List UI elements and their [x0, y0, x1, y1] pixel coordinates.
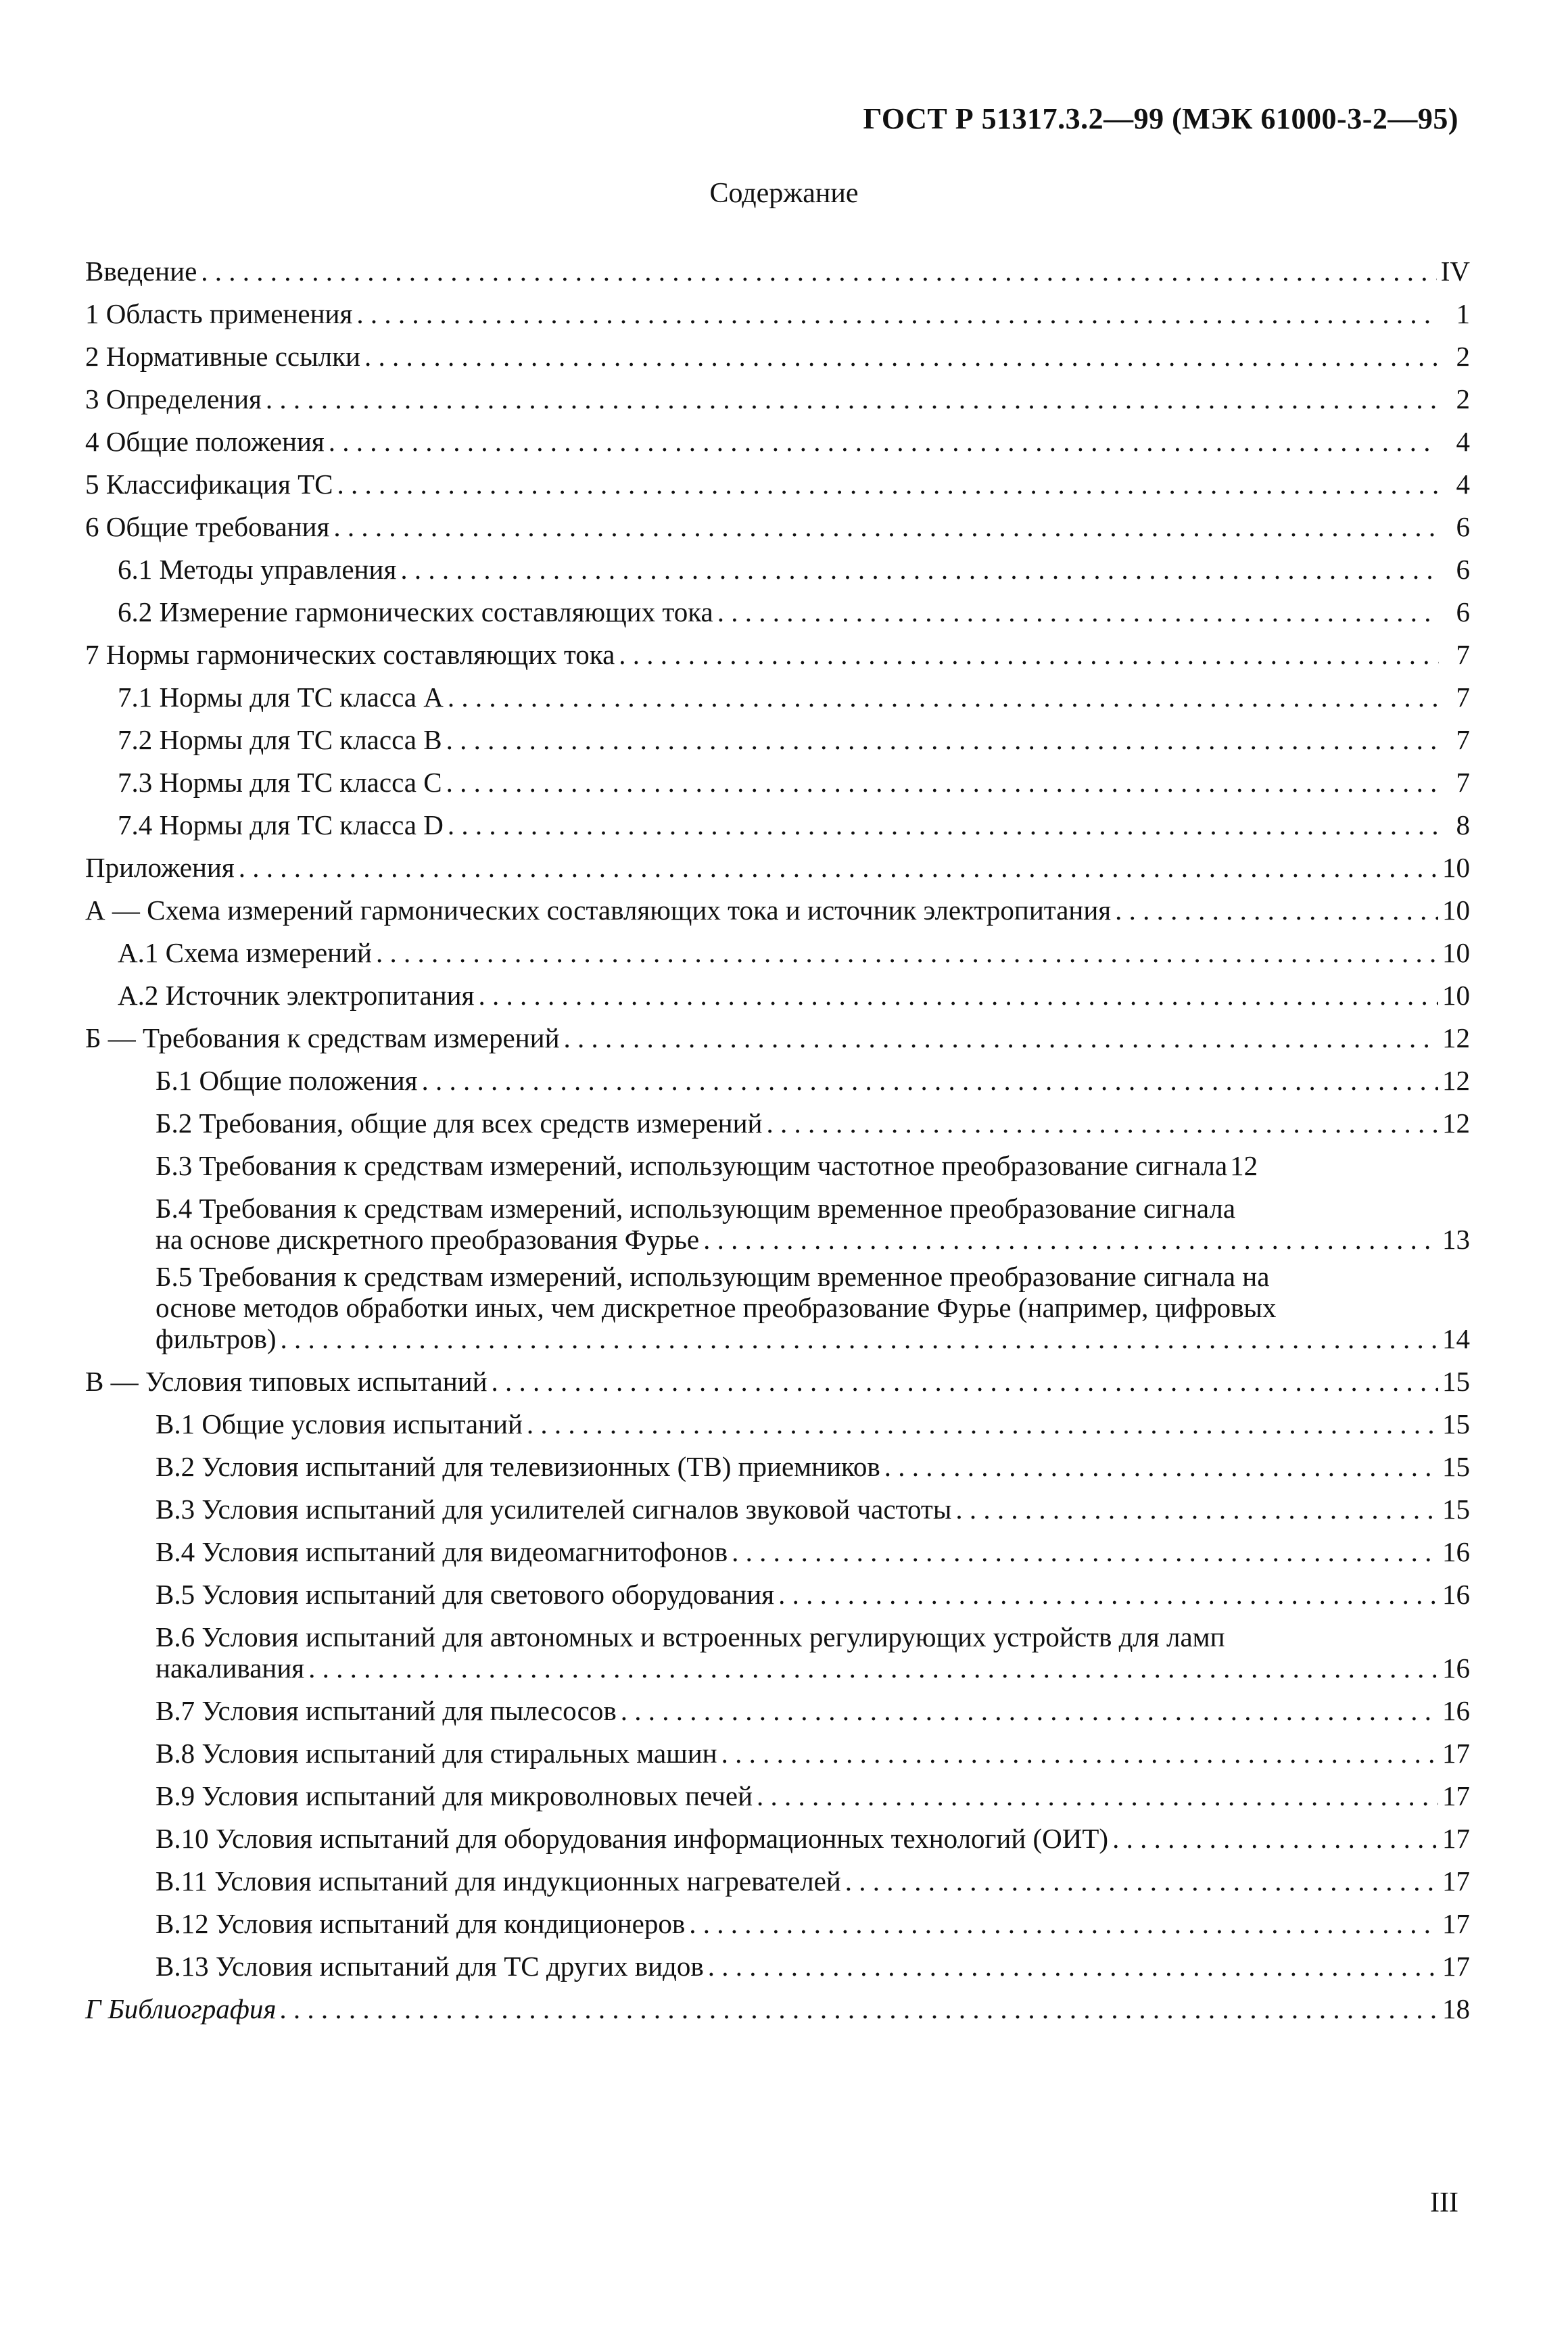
toc-page: 16: [1442, 1695, 1470, 1726]
toc-entry[interactable]: [85, 293, 1470, 335]
toc-leader: [448, 676, 1439, 719]
toc-leader: [778, 1573, 1438, 1616]
toc-leader: [446, 719, 1439, 761]
toc-label: 7.4 Нормы для ТС класса D: [118, 809, 444, 840]
toc-entry[interactable]: [85, 847, 1470, 889]
toc-page: 17: [1442, 1738, 1470, 1769]
toc-leader: [845, 1860, 1438, 1903]
toc-page: 10: [1442, 937, 1470, 968]
toc-entry[interactable]: [85, 974, 1470, 1017]
toc-leader: [422, 1060, 1438, 1102]
toc-page: 12: [1442, 1065, 1470, 1096]
toc-leader: [356, 293, 1439, 335]
toc-entry[interactable]: [85, 1102, 1470, 1145]
toc-leader: [478, 974, 1438, 1017]
toc-leader: [564, 1017, 1438, 1060]
toc-page: 17: [1442, 1780, 1470, 1811]
toc-page: 7: [1456, 639, 1470, 670]
toc-page: 12: [1230, 1150, 1258, 1181]
toc-page: 15: [1442, 1366, 1470, 1397]
toc-leader: [333, 506, 1439, 548]
toc-leader: [732, 1531, 1438, 1573]
toc-leader: [400, 548, 1439, 591]
toc-label: В.1 Общие условия испытаний: [156, 1408, 523, 1439]
toc-entry[interactable]: [85, 1488, 1470, 1531]
toc-label: Введение: [85, 256, 197, 287]
toc-label-line1: Б.5 Требования к средствам измерений, использующим временное преобразование сигнала на: [156, 1261, 1270, 1292]
toc-leader: [703, 1224, 1438, 1255]
toc-label: 6.2 Измерение гармонических составляющих тока: [118, 596, 713, 627]
toc-leader: [329, 421, 1439, 463]
toc-entry[interactable]: [85, 591, 1470, 634]
toc-label: В.13 Условия испытаний для ТС других видов: [156, 1951, 704, 1982]
toc-entry[interactable]: [85, 1988, 1470, 2030]
toc-entry[interactable]: [85, 634, 1470, 676]
toc-label: В.3 Условия испытаний для усилителей сигналов звуковой частоты: [156, 1494, 952, 1525]
toc-page: 8: [1456, 809, 1470, 840]
toc-page: 4: [1456, 426, 1470, 457]
toc-page: 17: [1442, 1823, 1470, 1854]
toc-page: 6: [1456, 554, 1470, 585]
toc-page: 10: [1442, 852, 1470, 883]
toc-entry[interactable]: [85, 1261, 1470, 1354]
toc-leader: [280, 1988, 1438, 2030]
toc-label-line1: Б.4 Требования к средствам измерений, использующим временное преобразование сигнала: [156, 1193, 1236, 1224]
toc-page: 6: [1456, 596, 1470, 627]
toc-page: 17: [1442, 1865, 1470, 1897]
toc-leader: [757, 1775, 1438, 1817]
toc-leader: [239, 847, 1438, 889]
toc-label: Б.2 Требования, общие для всех средств измерений: [156, 1108, 763, 1139]
toc-label: 6.1 Методы управления: [118, 554, 397, 585]
toc-page: 12: [1442, 1022, 1470, 1053]
toc-entry[interactable]: [85, 1775, 1470, 1817]
toc-page: 12: [1442, 1108, 1470, 1139]
toc-leader: [201, 250, 1436, 293]
toc-label: Приложения: [85, 852, 235, 883]
toc-entry[interactable]: [85, 1017, 1470, 1060]
toc-entry[interactable]: [85, 1817, 1470, 1860]
toc-entry[interactable]: [85, 1621, 1470, 1684]
toc-leader: [689, 1903, 1438, 1945]
toc-entry[interactable]: [85, 1446, 1470, 1488]
toc-entry[interactable]: [85, 1903, 1470, 1945]
toc-label: 7.1 Нормы для ТС класса А: [118, 682, 444, 713]
toc-entry[interactable]: [85, 1060, 1470, 1102]
toc-page: 18: [1442, 1993, 1470, 2024]
toc-entry[interactable]: [85, 1732, 1470, 1775]
toc-label: 5 Классификация ТС: [85, 469, 333, 500]
toc-label: В.8 Условия испытаний для стиральных машин: [156, 1738, 717, 1769]
toc-label: В.5 Условия испытаний для светового оборудования: [156, 1579, 775, 1610]
toc-leader: [281, 1323, 1438, 1354]
toc-label: Б.1 Общие положения: [156, 1065, 418, 1096]
toc-page: 15: [1442, 1408, 1470, 1439]
toc-label-line2: накаливания: [156, 1652, 305, 1684]
toc-title: Содержание: [709, 178, 859, 209]
toc-label: 4 Общие положения: [85, 426, 325, 457]
toc-leader: [446, 761, 1439, 804]
toc-entry[interactable]: [85, 1403, 1470, 1446]
toc-label: А.1 Схема измерений: [118, 937, 372, 968]
toc-entry[interactable]: [85, 1145, 1470, 1187]
toc-entry[interactable]: [85, 1573, 1470, 1616]
toc-entry[interactable]: [85, 932, 1470, 974]
toc-entry[interactable]: [85, 463, 1470, 506]
toc-label: А — Схема измерений гармонических составляющих тока и источник электропитания: [85, 895, 1112, 926]
toc-page: 10: [1442, 980, 1470, 1011]
toc-entry[interactable]: [85, 1945, 1470, 1988]
toc-entry[interactable]: [85, 1531, 1470, 1573]
toc-label: В.9 Условия испытаний для микроволновых печей: [156, 1780, 753, 1811]
toc-page: 14: [1442, 1323, 1470, 1354]
page-number: III: [1430, 2187, 1458, 2218]
toc-leader: [619, 634, 1439, 676]
toc-leader: [308, 1652, 1438, 1684]
toc-leader: [884, 1446, 1438, 1488]
toc-page: 10: [1442, 895, 1470, 926]
toc-entry[interactable]: [85, 1193, 1470, 1255]
toc-label: В.10 Условия испытаний для оборудования информационных технологий (ОИТ): [156, 1823, 1109, 1854]
toc-leader: [492, 1360, 1438, 1403]
toc-leader: [376, 932, 1438, 974]
toc-label: 7 Нормы гармонических составляющих тока: [85, 639, 615, 670]
toc-entry[interactable]: [85, 421, 1470, 463]
toc-label-line2: на основе дискретного преобразования Фурье: [156, 1224, 700, 1255]
toc-page: 7: [1456, 682, 1470, 713]
toc-label-line2: фильтров): [156, 1323, 277, 1354]
toc-page: 4: [1456, 469, 1470, 500]
toc-page: 7: [1456, 724, 1470, 755]
toc-page: 7: [1456, 767, 1470, 798]
toc-leader: [364, 335, 1439, 378]
toc-label: 2 Нормативные ссылки: [85, 341, 360, 372]
toc-label: В.7 Условия испытаний для пылесосов: [156, 1695, 617, 1726]
toc-page: 16: [1442, 1536, 1470, 1567]
toc-label: 6 Общие требования: [85, 511, 330, 542]
toc-label: В.2 Условия испытаний для телевизионных (ТВ) приемников: [156, 1451, 880, 1482]
toc-label: Б — Требования к средствам измерений: [85, 1022, 560, 1053]
toc-entry[interactable]: [85, 719, 1470, 761]
toc-leader: [721, 1732, 1438, 1775]
toc-label: 1 Область применения: [85, 298, 353, 329]
toc-page: 16: [1442, 1579, 1470, 1610]
toc-page: 13: [1442, 1224, 1470, 1255]
toc-entry[interactable]: [85, 1690, 1470, 1732]
toc-leader: [527, 1403, 1438, 1446]
toc-entry[interactable]: [85, 804, 1470, 847]
toc-leader: [955, 1488, 1438, 1531]
toc-leader: [337, 463, 1439, 506]
toc-entry[interactable]: [85, 889, 1470, 932]
toc-label: 7.3 Нормы для ТС класса С: [118, 767, 442, 798]
toc-label: 7.2 Нормы для ТС класса В: [118, 724, 442, 755]
toc-label: В.12 Условия испытаний для кондиционеров: [156, 1908, 686, 1939]
toc-label: В.11 Условия испытаний для индукционных нагревателей: [156, 1865, 841, 1897]
toc-label: В.4 Условия испытаний для видеомагнитофонов: [156, 1536, 728, 1567]
toc-entry[interactable]: [85, 250, 1470, 293]
toc-leader: [1115, 889, 1438, 932]
toc-label: А.2 Источник электропитания: [118, 980, 475, 1011]
toc-page: 6: [1456, 511, 1470, 542]
toc-leader: [266, 378, 1439, 421]
toc-leader: [717, 591, 1439, 634]
toc-entry[interactable]: [85, 548, 1470, 591]
toc-entry[interactable]: [85, 1860, 1470, 1903]
toc-page: 2: [1456, 341, 1470, 372]
toc-label: В — Условия типовых испытаний: [85, 1366, 488, 1397]
toc-entry[interactable]: [85, 378, 1470, 421]
toc-label-line1b: основе методов обработки иных, чем дискретное преобразование Фурье (например, цифровых: [156, 1292, 1277, 1323]
toc-leader: [621, 1690, 1438, 1732]
toc-page: IV: [1440, 256, 1470, 287]
toc-label: Г Библиография: [85, 1993, 277, 2024]
toc-page: 2: [1456, 383, 1470, 414]
toc-page: 17: [1442, 1908, 1470, 1939]
toc-leader: [708, 1945, 1438, 1988]
toc-label: Б.3 Требования к средствам измерений, использующим частотное преобразование сигнала: [156, 1150, 1228, 1181]
toc-leader: [766, 1102, 1438, 1145]
table-of-contents: [85, 250, 1470, 2030]
document-header: ГОСТ Р 51317.3.2—99 (МЭК 61000-3-2—95): [863, 102, 1458, 135]
toc-page: 1: [1456, 298, 1470, 329]
toc-label-line1: В.6 Условия испытаний для автономных и встроенных регулирующих устройств для ламп: [156, 1621, 1225, 1652]
toc-entry[interactable]: [85, 761, 1470, 804]
toc-page: 16: [1442, 1652, 1470, 1684]
toc-page: 15: [1442, 1451, 1470, 1482]
toc-leader: [1112, 1817, 1438, 1860]
toc-page: 17: [1442, 1951, 1470, 1982]
toc-entry[interactable]: [85, 506, 1470, 548]
toc-page: 15: [1442, 1494, 1470, 1525]
toc-entry[interactable]: [85, 1360, 1470, 1403]
toc-leader: [448, 804, 1439, 847]
toc-entry[interactable]: [85, 676, 1470, 719]
toc-entry[interactable]: [85, 335, 1470, 378]
toc-label: 3 Определения: [85, 383, 262, 414]
